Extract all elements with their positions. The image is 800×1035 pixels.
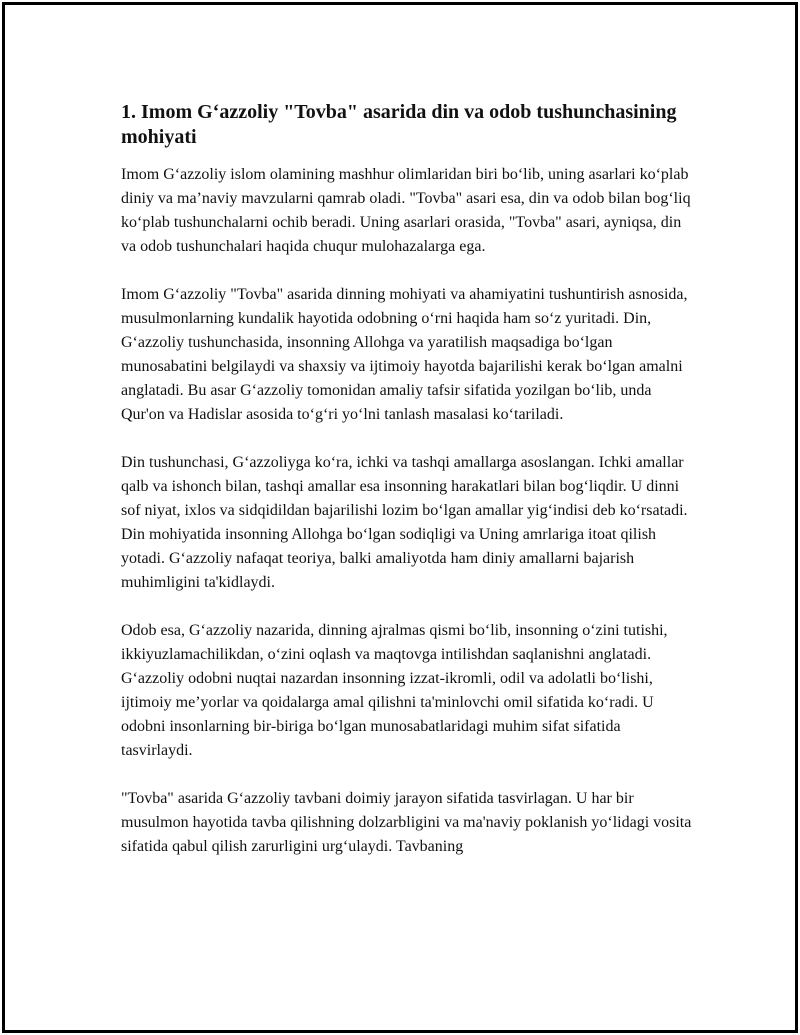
document-page <box>2 2 798 1033</box>
document-content <box>121 100 693 883</box>
section-heading: 1. Imom G‘azzoliy "Tovba" asarida din va odob tushunchasining mohiyati <box>121 101 677 148</box>
paragraph-3: Din tushunchasi, G‘azzoliyga ko‘ra, ichki va tashqi amallarga asoslangan. Ichki amallar qalb va ishonch bilan, tashqi amallar esa insonning harakatlari bilan bog‘liqdir. U dinni sof niyat, ixlos va sidqidildan bajarilishi lozim bo‘lgan amallar yig‘indisi deb ko‘rsatadi. Din mohiyatida insonning Allohga bo‘lgan sodiqligi va Uning amrlariga itoat qilish yotadi. G‘azzoliy nafaqat teoriya, balki amaliyotda ham diniy amallarni bajarish muhimligini ta'kidlaydi. <box>121 454 688 591</box>
paragraph-1: Imom G‘azzoliy islom olamining mashhur olimlaridan biri bo‘lib, uning asarlari ko‘plab diniy va ma’naviy mavzularni qamrab oladi. "Tovba" asari esa, din va odob bilan bog‘liq ko‘plab tushunchalarni ochib beradi. Uning asarlari orasida, "Tovba" asari, ayniqsa, din va odob tushunchalari haqida chuqur mulohazalarga ega. <box>121 166 691 255</box>
paragraph-4: Odob esa, G‘azzoliy nazarida, dinning ajralmas qismi bo‘lib, insonning o‘zini tutishi, ikkiyuzlamachilikdan, o‘zini oqlash va maqtovga intilishdan saqlanishni anglatadi. G‘azzoliy odobni nuqtai nazardan insonning izzat-ikromli, odil va adolatli bo‘lishi, ijtimoiy me’yorlar va qoidalarga amal qilishni ta'minlovchi omil sifatida ko‘radi. U odobni insonlarning bir-biriga bo‘lgan munosabatlaridagi muhim sifat sifatida tasvirlaydi. <box>121 622 668 759</box>
paragraph-5: "Tovba" asarida G‘azzoliy tavbani doimiy jarayon sifatida tasvirlagan. U har bir musulmon hayotida tavba qilishning dolzarbligini va ma'naviy poklanish yo‘lidagi vosita sifatida qabul qilish zarurligini urg‘ulaydi. Tavbaning <box>121 790 692 855</box>
paragraph-2: Imom G‘azzoliy "Tovba" asarida dinning mohiyati va ahamiyatini tushuntirish asnosida, musulmonlarning kundalik hayotida odobning o‘rni haqida ham so‘z yuritadi. Din, G‘azzoliy tushunchasida, insonning Allohga va yaratilish maqsadiga bo‘lgan munosabatini belgilaydi va shaxsiy va ijtimoiy hayotda bajarilishi kerak bo‘lgan amalni anglatadi. Bu asar G‘azzoliy tomonidan amaliy tafsir sifatida yozilgan bo‘lib, unda Qur'on va Hadislar asosida to‘g‘ri yo‘lni tanlash masalasi ko‘tariladi. <box>121 286 688 423</box>
